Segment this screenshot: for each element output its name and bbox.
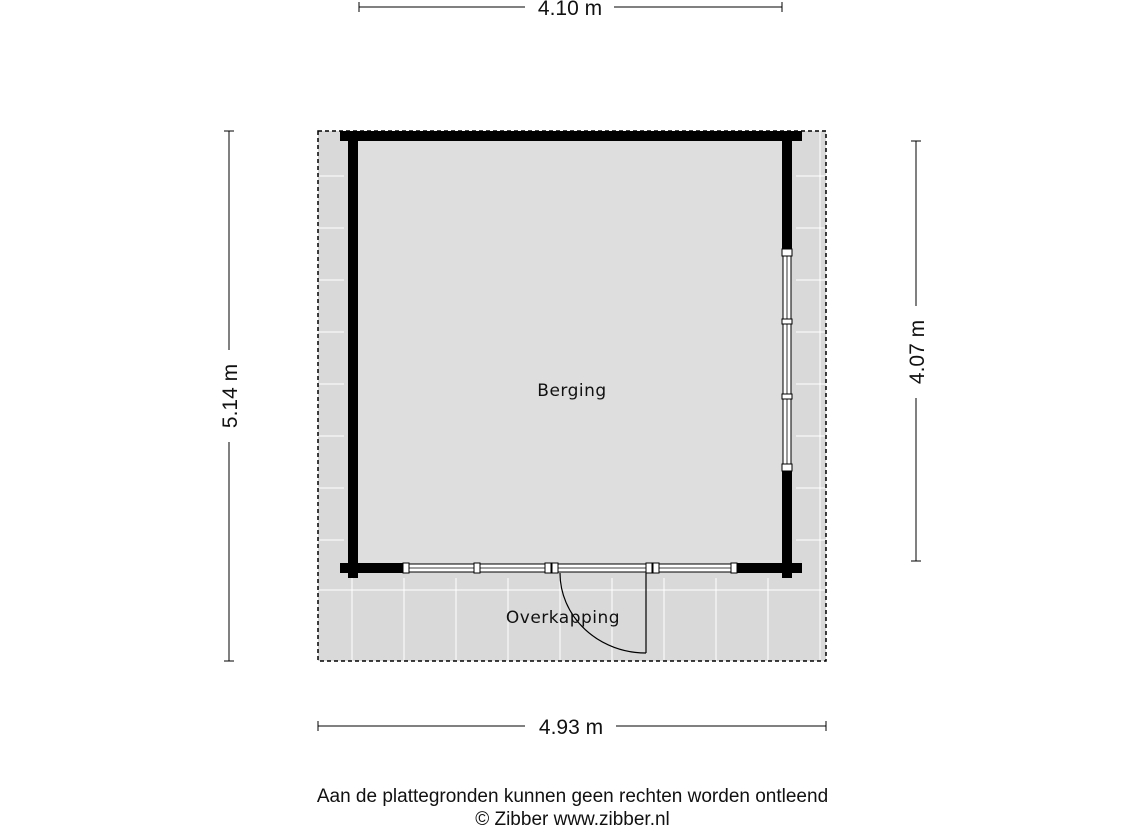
wall-right-lower bbox=[782, 471, 792, 578]
window-right bbox=[782, 249, 792, 471]
dimension-bottom-label: 4.93 m bbox=[538, 716, 604, 739]
dimension-left-label: 5.14 m bbox=[219, 363, 242, 429]
dimension-right-label: 4.07 m bbox=[906, 319, 929, 385]
footer-copyright: © Zibber www.zibber.nl bbox=[475, 809, 670, 830]
wall-bottom-left bbox=[340, 563, 403, 573]
window-bottom bbox=[403, 563, 737, 573]
wall-bottom-right bbox=[737, 563, 802, 573]
footer-disclaimer: Aan de plattegronden kunnen geen rechten worden ontleend bbox=[316, 786, 829, 807]
wall-top bbox=[340, 131, 802, 141]
wall-left bbox=[348, 131, 358, 578]
wall-right-upper bbox=[782, 131, 792, 249]
berging-floor bbox=[358, 141, 782, 563]
room-label-berging: Berging bbox=[537, 381, 607, 401]
dimension-top-label: 4.10 m bbox=[537, 0, 603, 20]
room-label-overkapping: Overkapping bbox=[505, 608, 621, 628]
